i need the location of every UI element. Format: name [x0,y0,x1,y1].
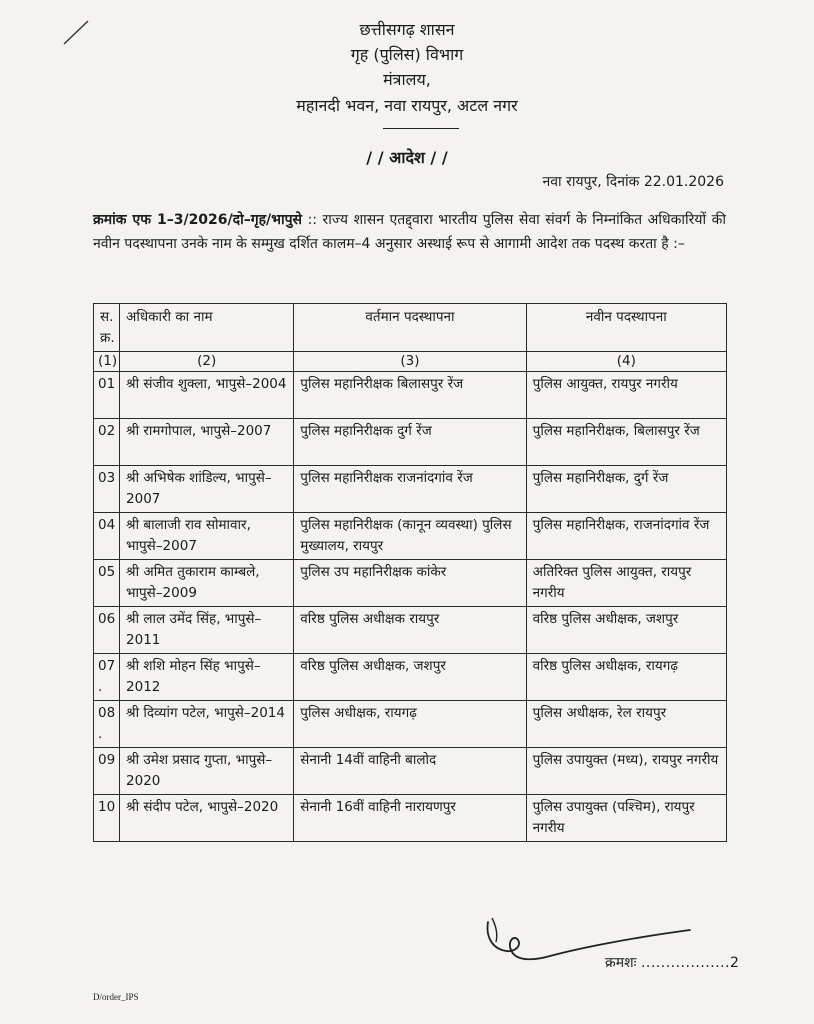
officer-name: श्री उमेश प्रसाद गुप्ता, भापुसे–2020 [120,748,294,795]
current-posting: सेनानी 14वीं वाहिनी बालोद [294,748,526,795]
row-serial: 05 [94,560,120,607]
column-number: (4) [526,352,726,372]
current-posting: पुलिस महानिरीक्षक दुर्ग रेंज [294,419,526,466]
table-row [94,419,727,466]
row-serial: 01 [94,372,120,419]
officer-name: श्री अभिषेक शांडिल्य, भापुसे–2007 [120,466,294,513]
row-serial: 06 [94,607,120,654]
continued-dots: .................. [640,955,731,971]
order-date: नवा रायपुर, दिनांक 22.01.2026 [542,174,724,190]
officer-name: श्री लाल उमेंद सिंह, भापुसे–2011 [120,607,294,654]
officer-name: श्री बालाजी राव सोमावार, भापुसे–2007 [120,513,294,560]
officer-name: श्री शशि मोहन सिंह भापुसे– 2012 [120,654,294,701]
header-divider [383,128,459,129]
table-row [94,466,727,513]
new-posting: अतिरिक्त पुलिस आयुक्त, रायपुर नगरीय [526,560,726,607]
column-number: (1) [94,352,120,372]
new-posting: वरिष्ठ पुलिस अधीक्षक, जशपुर [526,607,726,654]
table-row [94,607,727,654]
header-government: छत्तीसगढ़ शासन [359,20,455,39]
officer-name: श्री रामगोपाल, भापुसे–2007 [120,419,294,466]
current-posting: पुलिस महानिरीक्षक बिलासपुर रेंज [294,372,526,419]
new-posting: पुलिस आयुक्त, रायपुर नगरीय [526,372,726,419]
row-serial: 02 [94,419,120,466]
table-row [94,372,727,419]
header-department: गृह (पुलिस) विभाग [350,45,464,64]
row-serial: 04 [94,513,120,560]
table-row [94,701,727,748]
table-header-row [94,304,727,352]
next-page-number: 2 [730,955,739,971]
order-title: / / आदेश / / [366,148,448,167]
posting-table [93,303,727,842]
table-row [94,513,727,560]
continued-note [605,953,739,972]
header-current-posting: वर्तमान पदस्थापना [294,304,526,352]
new-posting: वरिष्ठ पुलिस अधीक्षक, रायगढ़ [526,654,726,701]
row-serial: 03 [94,466,120,513]
officer-name: श्री संदीप पटेल, भापुसे–2020 [120,795,294,842]
current-posting: पुलिस उप महानिरीक्षक कांकेर [294,560,526,607]
column-number: (2) [120,352,294,372]
current-posting: पुलिस महानिरीक्षक राजनांदगांव रेंज [294,466,526,513]
current-posting: सेनानी 16वीं वाहिनी नारायणपुर [294,795,526,842]
current-posting: पुलिस अधीक्षक, रायगढ़ [294,701,526,748]
current-posting: पुलिस महानिरीक्षक (कानून व्यवस्था) पुलिस मुख्यालय, रायपुर [294,513,526,560]
officer-name: श्री संजीव शुक्ला, भापुसे–2004 [120,372,294,419]
table-row [94,795,727,842]
new-posting: पुलिस उपायुक्त (पश्चिम), रायपुर नगरीय [526,795,726,842]
column-number-row [94,352,727,372]
current-posting: वरिष्ठ पुलिस अधीक्षक रायपुर [294,607,526,654]
header-new-posting: नवीन पदस्थापना [526,304,726,352]
order-intro-text: :: राज्य शासन एतद्द्वारा भारतीय पुलिस सेवा संवर्ग के निम्नांकित अधिकारियों की नवीन पदस्थापना उनके नाम के सम्मुख दर्शित कालम–4 अनुसार अस्थाई रूप से आगामी आदेश तक पदस्थ करता है :– [93,212,726,252]
row-serial: 10 [94,795,120,842]
table-row [94,748,727,795]
header-serial: स. क्र. [94,304,120,352]
row-serial: 08 . [94,701,120,748]
table-row [94,560,727,607]
header-officer-name: अधिकारी का नाम [120,304,294,352]
new-posting: पुलिस उपायुक्त (मध्य), रायपुर नगरीय [526,748,726,795]
document-code: D/order_IPS [93,992,139,1002]
column-number: (3) [294,352,526,372]
officer-name: श्री अमित तुकाराम काम्बले, भापुसे–2009 [120,560,294,607]
order-reference: क्रमांक एफ 1–3/2026/दो–गृह/भापुसे [93,212,303,228]
officer-name: श्री दिव्यांग पटेल, भापुसे–2014 [120,701,294,748]
new-posting: पुलिस महानिरीक्षक, राजनांदगांव रेंज [526,513,726,560]
order-intro [93,208,726,256]
header-ministry: मंत्रालय, [383,70,431,89]
row-serial: 09 [94,748,120,795]
new-posting: पुलिस महानिरीक्षक, बिलासपुर रेंज [526,419,726,466]
current-posting: वरिष्ठ पुलिस अधीक्षक, जशपुर [294,654,526,701]
table-row [94,654,727,701]
row-serial: 07 . [94,654,120,701]
new-posting: पुलिस महानिरीक्षक, दुर्ग रेंज [526,466,726,513]
new-posting: पुलिस अधीक्षक, रेल रायपुर [526,701,726,748]
header-address: महानदी भवन, नवा रायपुर, अटल नगर [296,96,518,115]
continued-label: क्रमशः [605,955,637,971]
